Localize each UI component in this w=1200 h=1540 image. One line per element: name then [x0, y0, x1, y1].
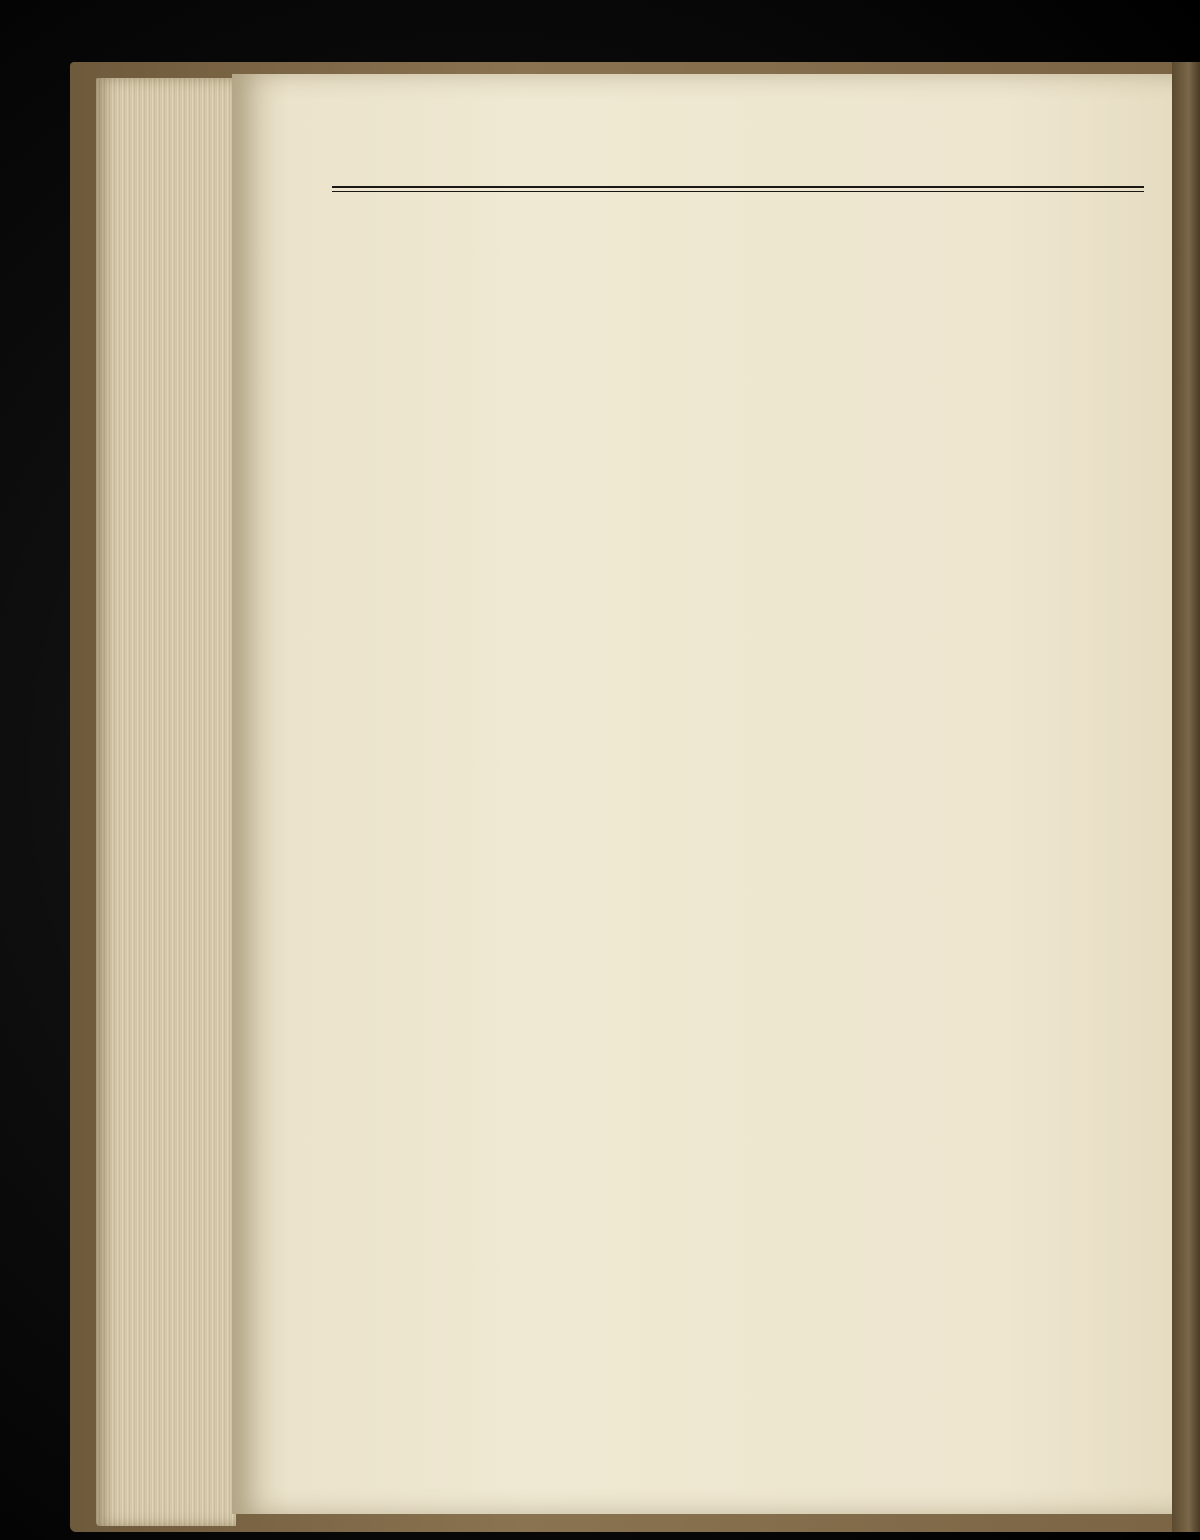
header-rule [332, 186, 1144, 188]
book-page [232, 74, 1192, 1514]
book-spine [1172, 62, 1200, 1532]
page-content [332, 150, 1144, 200]
running-head [332, 150, 1144, 184]
header-rule-thin [332, 191, 1144, 192]
page-edges [96, 78, 236, 1526]
